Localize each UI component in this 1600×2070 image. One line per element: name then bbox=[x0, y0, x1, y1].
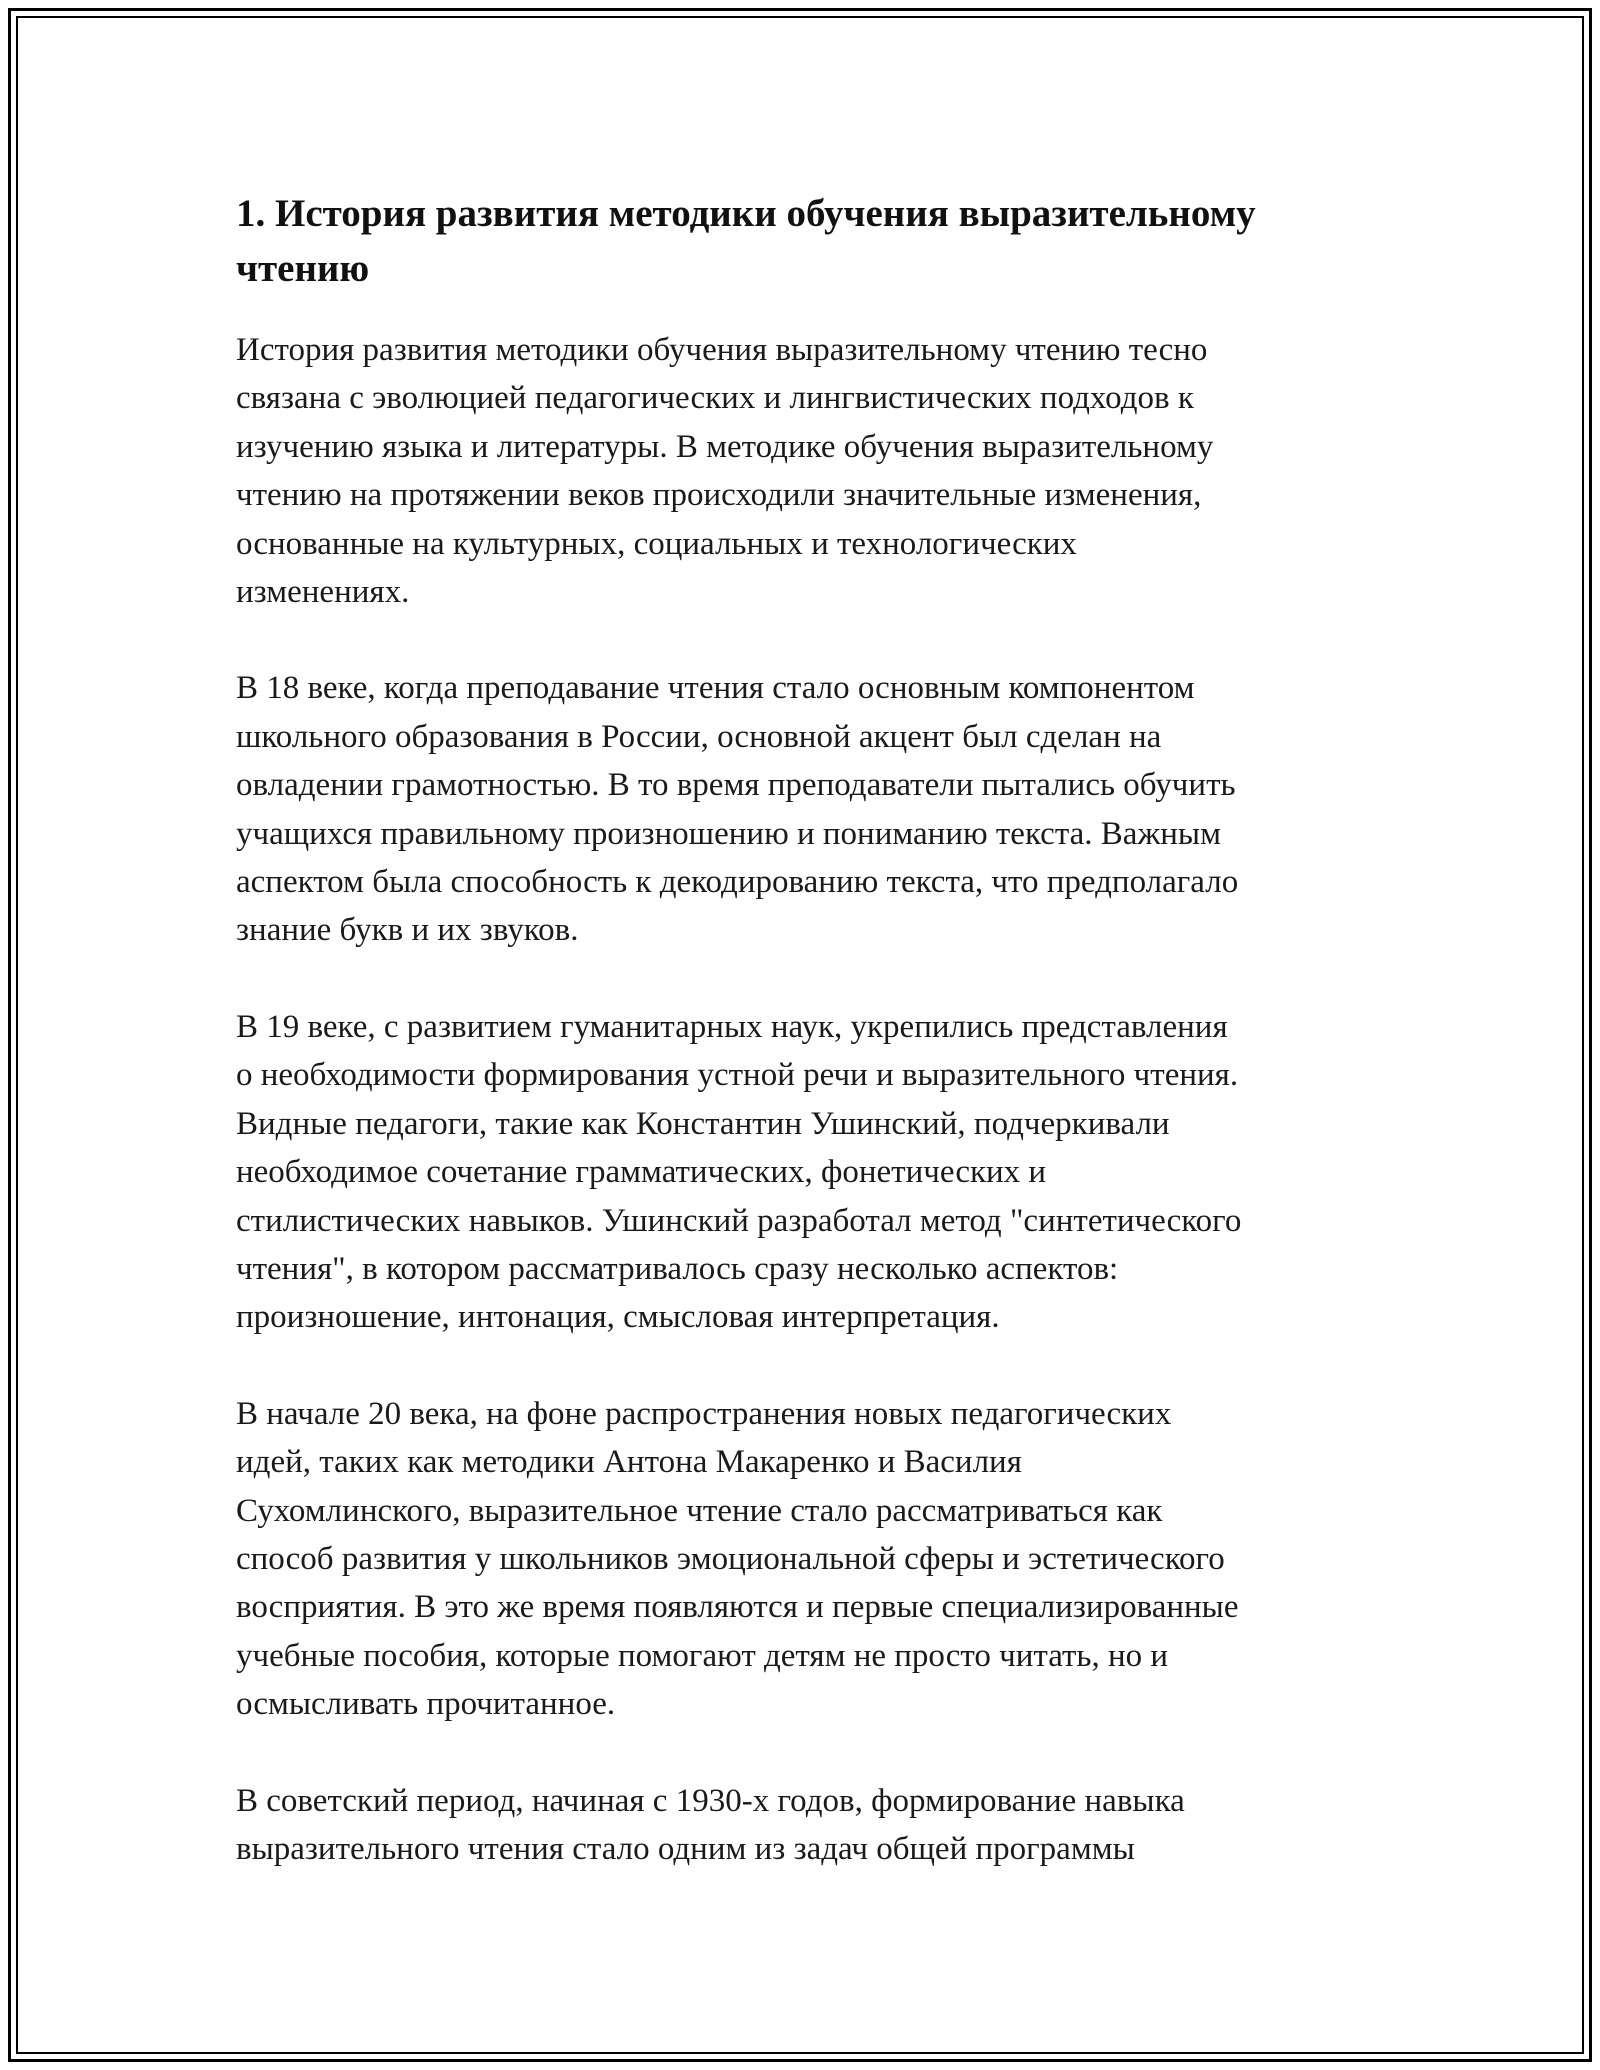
text-line: осмысливать прочитанное. bbox=[236, 1686, 616, 1723]
text-line: произношение, интонация, смысловая интерпретация. bbox=[236, 1299, 1000, 1336]
text-line: учебные пособия, которые помогают детям не просто читать, но и bbox=[236, 1637, 1169, 1674]
text-line: школьного образования в России, основной акцент был сделан на bbox=[236, 718, 1162, 755]
paragraph-3 bbox=[236, 1003, 1376, 1342]
text-line: связана с эволюцией педагогических и лингвистических подходов к bbox=[236, 380, 1194, 417]
text-line: В 18 веке, когда преподавание чтения стало основным компонентом bbox=[236, 670, 1195, 707]
text-line: о необходимости формирования устной речи и выразительного чтения. bbox=[236, 1057, 1239, 1094]
text-line: изучению языка и литературы. В методике обучения выразительному bbox=[236, 428, 1214, 465]
text-line: изменениях. bbox=[236, 574, 410, 611]
paragraph-5 bbox=[236, 1777, 1376, 1874]
document-body bbox=[236, 186, 1376, 1921]
text-line: способ развития у школьников эмоциональной сферы и эстетического bbox=[236, 1540, 1225, 1577]
section-heading: 1. История развития методики обучения выразительному чтению bbox=[236, 192, 1256, 290]
text-line: В советский период, начиная с 1930-х годов, формирование навыка bbox=[236, 1782, 1185, 1819]
text-line: чтению на протяжении веков происходили значительные изменения, bbox=[236, 477, 1202, 514]
text-line: знание букв и их звуков. bbox=[236, 912, 579, 949]
text-line: История развития методики обучения выразительному чтению тесно bbox=[236, 332, 1208, 368]
paragraph-1 bbox=[236, 326, 1376, 616]
paragraph-4 bbox=[236, 1390, 1376, 1729]
paragraph-2 bbox=[236, 664, 1376, 954]
text-line: Сухомлинского, выразительное чтение стало рассматриваться как bbox=[236, 1492, 1163, 1529]
text-line: В 19 веке, с развитием гуманитарных наук, укрепились представления bbox=[236, 1008, 1228, 1045]
text-line: идей, таких как методики Антона Макаренко и Василия bbox=[236, 1444, 1022, 1481]
text-line: овладении грамотностью. В то время преподаватели пытались обучить bbox=[236, 767, 1236, 804]
text-line: основанные на культурных, социальных и технологических bbox=[236, 525, 1077, 562]
text-line: В начале 20 века, на фоне распространения новых педагогических bbox=[236, 1395, 1172, 1432]
text-line: восприятия. В это же время появляются и первые специализированные bbox=[236, 1589, 1239, 1626]
text-line: учащихся правильному произношению и пониманию текста. Важным bbox=[236, 815, 1221, 852]
text-line: стилистических навыков. Ушинский разработал метод "синтетического bbox=[236, 1202, 1242, 1239]
text-line: необходимое сочетание грамматических, фонетических и bbox=[236, 1154, 1047, 1191]
text-line: Видные педагоги, такие как Константин Ушинский, подчеркивали bbox=[236, 1105, 1170, 1142]
text-line: выразительного чтения стало одним из задач общей программы bbox=[236, 1830, 1135, 1867]
text-line: аспектом была способность к декодированию текста, что предполагало bbox=[236, 864, 1239, 901]
text-line: чтения", в котором рассматривалось сразу несколько аспектов: bbox=[236, 1250, 1119, 1287]
